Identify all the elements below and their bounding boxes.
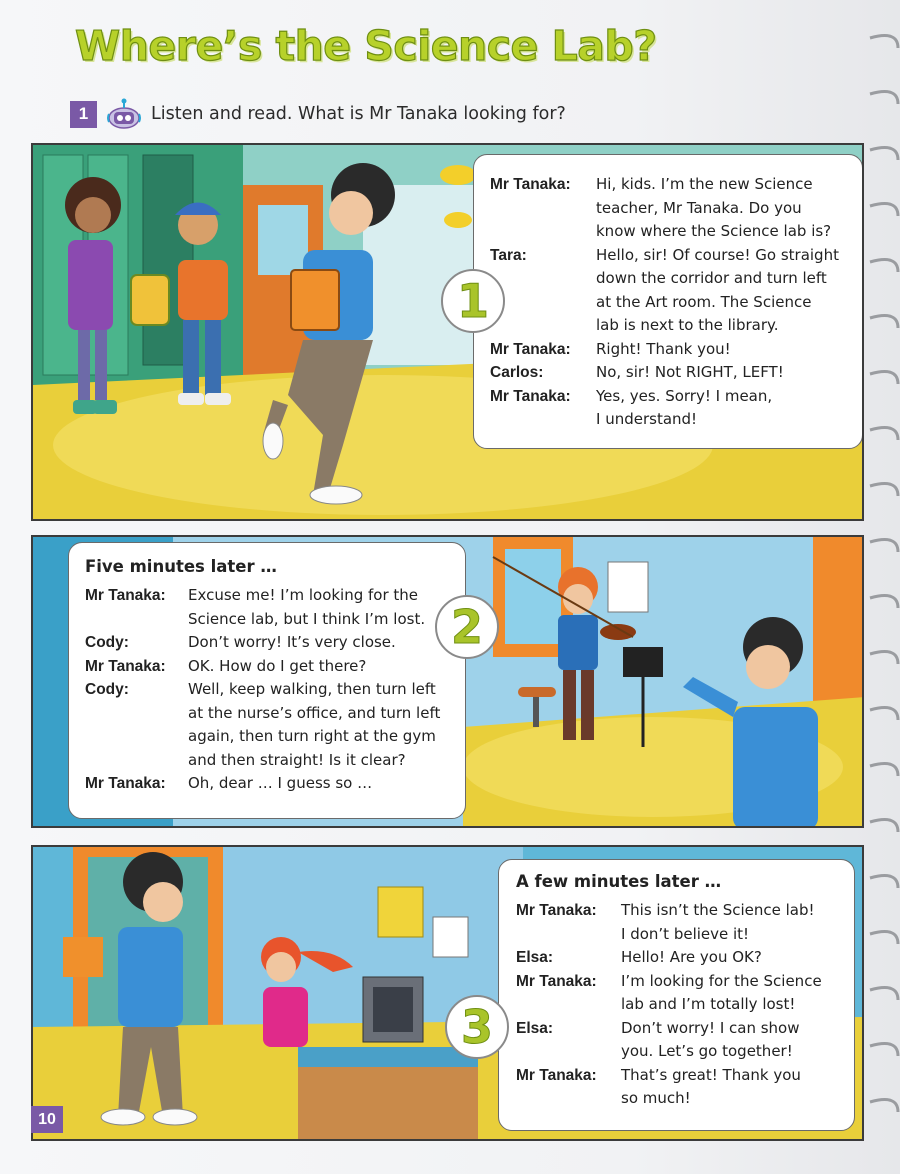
dialogue-line (516, 946, 854, 970)
dialogue-line (85, 655, 465, 679)
dialogue-line (85, 678, 465, 772)
activity-number: 1 (70, 101, 97, 128)
dialogue-line (516, 1017, 854, 1064)
speech-bubble-2 (68, 542, 466, 819)
speaker-label: Mr Tanaka: (85, 775, 166, 792)
dialogue-line (490, 173, 862, 244)
dialogue-text: This isn’t the Science lab! I don’t believe it! (621, 901, 815, 943)
speaker-label: Mr Tanaka: (516, 1066, 597, 1084)
dialogue-text: Excuse me! I’m looking for the Science lab, but I think I’m lost. (188, 586, 426, 628)
listen-robot-icon (105, 98, 143, 130)
speaker-label: Cody: (85, 634, 129, 651)
speaker-label: Mr Tanaka: (85, 657, 166, 675)
panel-number-badge: 1 (441, 269, 505, 333)
speaker-label: Cody: (85, 681, 129, 698)
dialogue-text: OK. How do I get there? (188, 656, 367, 675)
speaker-label: Mr Tanaka: (490, 176, 571, 193)
panel-number-badge: 2 (435, 595, 499, 659)
speaker-label: Mr Tanaka: (85, 587, 166, 604)
spiral-binding (860, 0, 900, 1174)
comic-panel-2 (31, 535, 864, 828)
speaker-label: Elsa: (516, 1019, 554, 1037)
dialogue-line (490, 385, 862, 432)
dialogue-line (490, 338, 862, 362)
speaker-label: Mr Tanaka: (490, 387, 571, 405)
dialogue-text: No, sir! Not RIGHT, LEFT! (596, 363, 784, 381)
dialogue-line (516, 1064, 854, 1111)
panel-number-badge: 3 (445, 995, 509, 1059)
speaker-label: Mr Tanaka: (490, 340, 571, 358)
dialogue-text: That’s great! Thank you so much! (621, 1065, 801, 1107)
activity-instruction (70, 100, 566, 128)
comic-panel-1 (31, 143, 864, 521)
dialogue-text: Hello, sir! Of course! Go straight down the corridor and turn left at the Art room. The Science lab is next to the library. (596, 245, 839, 334)
dialogue-text: Oh, dear … I guess so … (188, 774, 373, 792)
dialogue-line (516, 899, 854, 946)
page-title: Where’s the Science Lab? (75, 22, 657, 70)
dialogue-line (516, 970, 854, 1017)
dialogue-line (85, 584, 465, 631)
speaker-label: Mr Tanaka: (516, 972, 597, 990)
dialogue-line (490, 244, 862, 338)
speech-bubble-1 (473, 154, 863, 449)
dialogue-text: Hello! Are you OK? (621, 948, 762, 966)
comic-panel-3 (31, 845, 864, 1141)
dialogue-line (85, 631, 465, 655)
speaker-label: Elsa: (516, 949, 554, 966)
dialogue-line (490, 361, 862, 385)
dialogue-text: Don’t worry! It’s very close. (188, 633, 396, 651)
page-number: 10 (31, 1106, 63, 1133)
speech-bubble-3 (498, 859, 855, 1131)
dialogue-text: Well, keep walking, then turn left at the nurse’s office, and turn left again, then turn right at the gym and then straight! Is it clear? (188, 680, 441, 769)
dialogue-text: Don’t worry! I can show you. Let’s go together! (621, 1018, 800, 1060)
dialogue-text: Yes, yes. Sorry! I mean, I understand! (596, 386, 773, 428)
time-caption: Five minutes later … (85, 557, 277, 576)
time-caption: A few minutes later … (516, 872, 722, 891)
speaker-label: Carlos: (490, 364, 544, 381)
dialogue-line (85, 772, 465, 796)
dialogue-text: Right! Thank you! (596, 339, 731, 358)
dialogue-text: Hi, kids. I’m the new Science teacher, Mr Tanaka. Do you know where the Science lab is? (596, 175, 832, 240)
speaker-label: Mr Tanaka: (516, 902, 597, 919)
speaker-label: Tara: (490, 246, 527, 264)
dialogue-text: I’m looking for the Science lab and I’m totally lost! (621, 971, 822, 1013)
instruction-text: Listen and read. What is Mr Tanaka looking for? (151, 104, 566, 124)
